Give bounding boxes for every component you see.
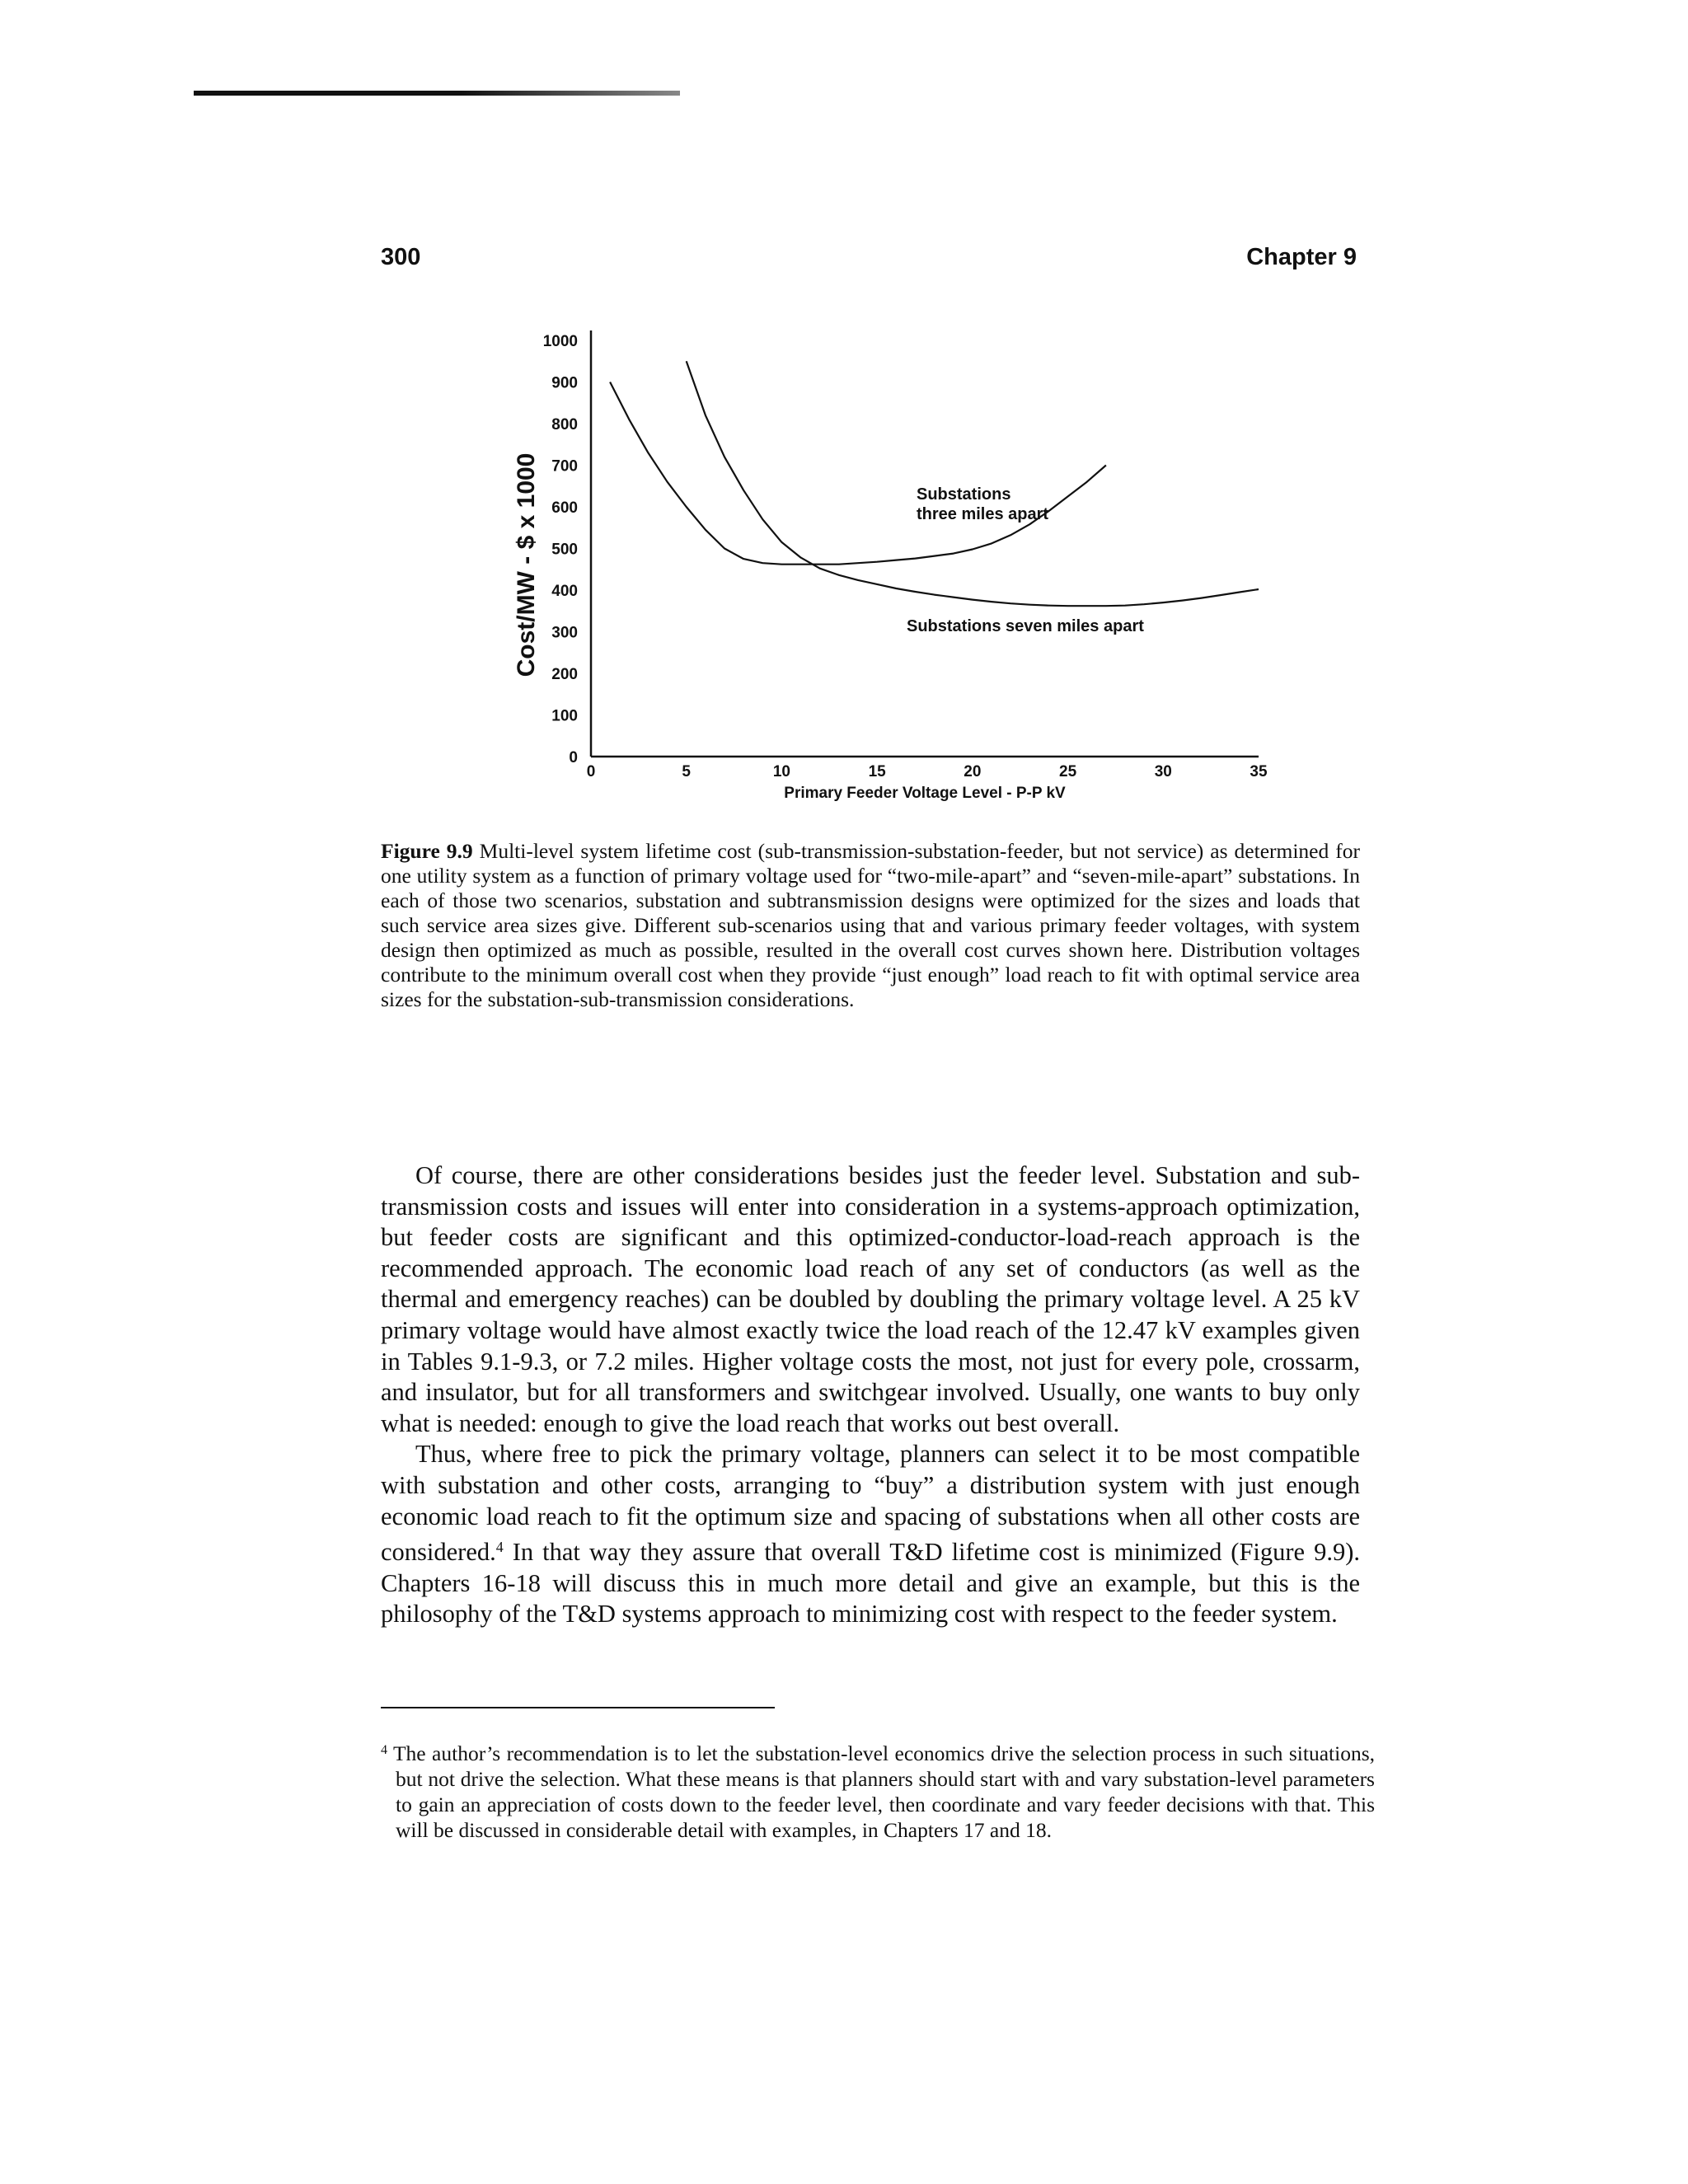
series-line-2 <box>687 361 1259 606</box>
series-label-1-line-2: three miles apart <box>917 505 1049 523</box>
chart-axes <box>591 330 1259 757</box>
x-tick-label: 0 <box>586 763 596 780</box>
top-rule <box>194 91 680 96</box>
chart-labels <box>513 453 1144 802</box>
footnote-marker: 4 <box>381 1743 387 1757</box>
footnote-text: The author’s recommendation is to let the substation-level economics drive the selection process in such situations, but not drive the selection. What these means is that planners should start with and vary substation-level parameters to gain an appreciation of costs down to the feeder level, then coordinate and vary feeder decisions with that. This will be discussed in considerable detail with examples, in Chapters 17 and 18. <box>387 1741 1375 1842</box>
paragraph-2-text-b: In that way they assure that overall T&D lifetime cost is minimized (Figure 9.9). Chapters 16-18 will discuss this in much more detail and give an example, but this is the philosophy of the T&D systems approach to minimizing cost with respect to the feeder system. <box>381 1538 1360 1629</box>
figure-caption <box>381 839 1360 1012</box>
y-tick-label: 100 <box>551 707 578 725</box>
footnote-ref[interactable]: 4 <box>495 1539 504 1556</box>
series-label-2: Substations seven miles apart <box>907 617 1144 635</box>
paragraph-2 <box>381 1439 1360 1630</box>
body-text <box>381 1160 1360 1630</box>
x-tick-label: 30 <box>1154 763 1172 780</box>
footnote-divider <box>381 1707 775 1708</box>
y-tick-label: 300 <box>551 624 578 642</box>
x-tick-label: 20 <box>964 763 982 780</box>
cost-vs-voltage-chart <box>495 320 1319 814</box>
x-tick-label: 5 <box>682 763 692 780</box>
x-tick-label: 10 <box>772 763 790 780</box>
x-tick-label: 35 <box>1250 763 1268 780</box>
y-tick-label: 200 <box>551 666 578 683</box>
footnote <box>381 1737 1375 1843</box>
y-tick-label: 500 <box>551 541 578 559</box>
y-tick-label: 1000 <box>542 333 578 350</box>
page-number: 300 <box>381 244 421 270</box>
y-tick-label: 900 <box>551 374 578 392</box>
y-tick-label: 400 <box>551 583 578 600</box>
x-axis-title: Primary Feeder Voltage Level - P-P kV <box>784 785 1066 802</box>
chart-ticks <box>543 333 1268 780</box>
figure-label: Figure 9.9 <box>381 839 473 863</box>
figure-caption-text: Multi-level system lifetime cost (sub-transmission-substation-feeder, but not service) as determined for one utility system as a function of primary voltage used for “two-mile-apart” and “seven-mile-apart” substations. In each of those two scenarios, substation and subtransmission designs were optimized for the sizes and loads that such service area sizes give. Different sub-scenarios using that and various primary feeder voltages, with system design then optimized as much as possible, resulted in the overall cost curves shown here. Distribution voltages contribute to the minimum overall cost when they provide “just enough” load reach to fit with optimal service area sizes for the substation-sub-transmission considerations. <box>381 839 1360 1011</box>
paragraph-1: Of course, there are other considerations besides just the feeder level. Substation and sub-transmission costs and issues will enter into consideration in a systems-approach optimization, but feeder costs are significant and this optimized-conductor-load-reach approach is the recommended approach. The economic load reach of any set of conductors (as well as the thermal and emergency reaches) can be doubled by doubling the primary voltage level. A 25 kV primary voltage would have almost exactly twice the load reach of the 12.47 kV examples given in Tables 9.1-9.3, or 7.2 miles. Higher voltage costs the most, not just for every pole, crossarm, and insulator, but for all transformers and switchgear involved. Usually, one wants to buy only what is needed: enough to give the load reach that works out best overall. <box>381 1161 1360 1437</box>
y-tick-label: 600 <box>551 499 578 517</box>
paragraph-2-text-a: Thus, where free to pick the primary voltage, planners can select it to be most compatible with substation and other costs, arranging to “buy” a distribution system with just enough economic load reach to fit the optimum size and spacing of substations when all other costs are considered. <box>381 1440 1360 1567</box>
y-tick-label: 800 <box>551 416 578 434</box>
series-line-1 <box>610 382 1106 565</box>
chart-series <box>610 361 1259 606</box>
chapter-title: Chapter 9 <box>1246 244 1357 270</box>
y-tick-label: 700 <box>551 457 578 476</box>
y-tick-label: 0 <box>569 749 578 766</box>
y-axis-title: Cost/MW - $ x 1000 <box>513 452 540 677</box>
series-label-1-line-1: Substations <box>917 485 1011 504</box>
x-tick-label: 15 <box>868 763 886 780</box>
x-tick-label: 25 <box>1059 763 1077 780</box>
